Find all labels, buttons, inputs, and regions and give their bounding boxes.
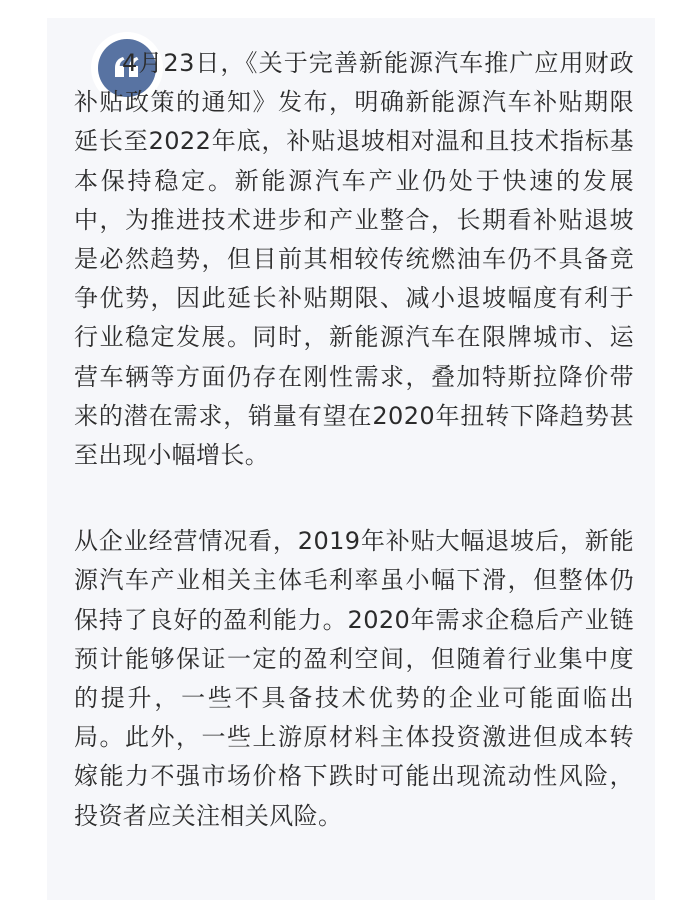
article-body	[74, 44, 634, 836]
paragraph-enterprise-operations: 从企业经营情况看，2019年补贴大幅退坡后，新能源汽车产业相关主体毛利率虽小幅下滑，但整体仍保持了良好的盈利能力。2020年需求企稳后产业链预计能够保证一定的盈利空间，但随着行业集中度的提升，一些不具备技术优势的企业可能面临出局。此外，一些上游原材料主体投资激进但成本转嫁能力不强市场价格下跌时可能出现流动性风险，投资者应关注相关风险。	[74, 527, 634, 830]
paragraph-subsidy-policy: 4月23日，《关于完善新能源汽车推广应用财政补贴政策的通知》发布，明确新能源汽车补贴期限延长至2022年底，补贴退坡相对温和且技术指标基本保持稳定。新能源汽车产业仍处于快速的发展中，为推进技术进步和产业整合，长期看补贴退坡是必然趋势，但目前其相较传统燃油车仍不具备竞争优势，因此延长补贴期限、减小退坡幅度有利于行业稳定发展。同时，新能源汽车在限牌城市、运营车辆等方面仍存在刚性需求，叠加特斯拉降价带来的潜在需求，销量有望在2020年扭转下降趋势甚至出现小幅增长。	[74, 49, 634, 470]
